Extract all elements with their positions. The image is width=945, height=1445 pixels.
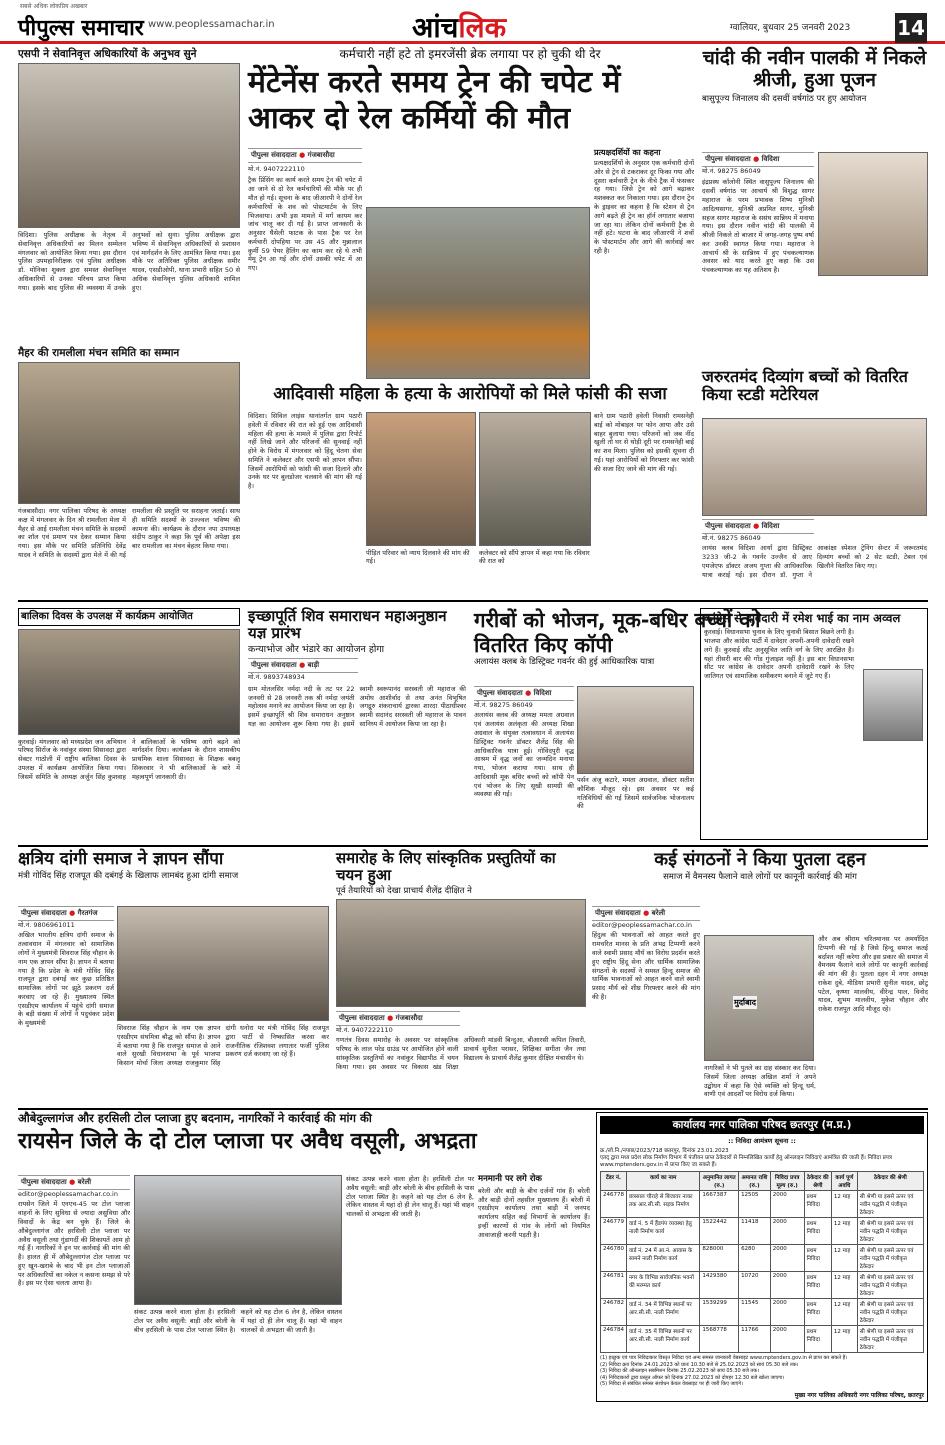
accident-photo xyxy=(366,207,590,379)
table-cell: 12 माह xyxy=(831,1218,857,1245)
article-body: विदिशा। पुलिस अधीक्षक के नेतृत्व में सेवानिवृत्त अधिकारियों का मिलन सम्मेलन मंगलवार को आयोजित किया गया। इस दौरान पुलिस उपमहानिरीक्षक एवं पुलिस अधीक्षक डॉ. मोनिका शुक्ला द्वारा समस्त सेवानिवृत्त अधिकारियों से उनका परिचय प्राप्त किया गया। इसके बाद पुलिस की व्यवस्था में उनके अनुभवों को सुना। पुलिस अधीक्षक द्वारा भविष्य में सेवानिवृत्त अधिकारियों से प्रशासन एवं मार्गदर्शन के लिए आमंत्रित किया गया। इस मौके पर अतिरिक्त पुलिस अधीक्षक समीर यादव, एसडीओपी, थाना प्रभारी सहित 50 से अधिक सेवानिवृत्त पुलिस अधिकारी शामिल हुए। xyxy=(18,231,240,292)
masthead xyxy=(0,0,945,44)
story-dangi-samaj xyxy=(18,850,328,881)
tender-table xyxy=(600,1171,924,1353)
table-cell: 246781 xyxy=(601,1272,627,1299)
table-cell: 2000 xyxy=(770,1191,804,1218)
subheading: प्रत्यक्षदर्शियों का कहना xyxy=(594,148,661,157)
sidebar-box xyxy=(478,1175,590,1397)
table-cell: 246780 xyxy=(601,1245,627,1272)
story-silver-palki xyxy=(702,48,927,104)
table-header: ठेकेदार की श्रेणी xyxy=(804,1172,831,1191)
table-cell: 1539299 xyxy=(700,1299,739,1326)
table-cell: प्रथम निविदा xyxy=(804,1191,831,1218)
story-toll-plaza xyxy=(18,1112,590,1155)
reporter-mobile: मो.नं. 98275 86049 xyxy=(702,167,761,175)
table-cell: 11545 xyxy=(739,1299,771,1326)
toll-plaza-photo xyxy=(134,1175,342,1305)
tender-signature: मुख्य नगर पालिका अधिकारी नगर पालिका परिषद, छतरपुर xyxy=(794,1391,924,1399)
deck: मंत्री गोविंद सिंह राजपूत की दबंगई के खिलाफ लामबंद हुआ दांगी समाज xyxy=(18,870,239,881)
headline: क्षत्रिय दांगी समाज ने ज्ञापन सौंपा xyxy=(18,849,224,869)
byline: पीपुल्स संवाददाता ● गैरतगंज xyxy=(18,906,114,921)
reporter-email: editor@peoplessamachar.co.in xyxy=(18,1190,118,1198)
divider xyxy=(18,845,928,847)
tender-subtitle: :: निविदा आमंत्रण सूचना :: xyxy=(728,1137,796,1145)
story-shiv-yagya xyxy=(248,608,466,805)
kicker: औबेदुल्लागंज और हरसिली टोल प्लाजा हुए बदनाम, नागरिकों ने कार्रवाई की मांग की xyxy=(18,1111,372,1125)
story-effigy xyxy=(592,850,928,882)
article-body: रायसेन जिले में एनएच-45 पर टोल प्लाजा वाहनों के लिए सुविधा से ज्यादा असुविधा और विवादों के केंद्र बन चुके हैं। जिले के औबेदुल्लागंज और हरसिली टोल प्लाजा पर अवैध वसूली तथा गुंडागर्दी की शिकायतें आम हो गई हैं। नागरिकों ने इन पर कार्रवाई की मांग की है। हालत ही में औबेदुल्लागंज टोल प्लाजा पर हुए खून-खराबे के बाद भी इन टोल प्लाजाओं पर अधिकारियों का नकेल न कसना समझ से परे है। इस पर ऐसा चलता आया है। xyxy=(18,1200,130,1288)
table-cell: 2000 xyxy=(770,1218,804,1245)
article-body: संकट उत्पन्न करने वाला होता है। हरसिली टोल पर अवैध वसूली: बाड़ी और बरेली के बीच हरसिली के पास टोल प्लाजा स्थित है। कहने को यह टोल 6 लेन है, लेकिन वास्तव में यहां दो ही लेन चालू हैं। यहां भी वाहन चालकों से अभद्रता की जाती है। xyxy=(134,1308,342,1334)
subheading: मनमानी पर लगे रोक xyxy=(478,1174,542,1184)
news-photo xyxy=(336,899,586,1007)
news-photo xyxy=(18,63,240,228)
table-cell: वार्ड नं. 34 में विभिन्न स्थानों पर आर.सी.सी. नाली निर्माण xyxy=(627,1299,700,1326)
table-cell: 12 माह xyxy=(831,1326,857,1353)
table-header: ठेकेदार की श्रेणी xyxy=(857,1172,923,1191)
table-cell: प्रथम निविदा xyxy=(804,1218,831,1245)
photo-caption: नागरिकों ने भी पुतले का दाह संस्कार कर दिया। जिसमें जिला अध्यक्ष अखिल शर्मा ने अपने उद्बोधन में कहा कि ऐसे व्यक्ति को हिन्दू धर्म, वाणी एवं आदर्शों पर विरोध दर्ज किया। xyxy=(704,1064,816,1099)
tender-note: (3) निविदा की ऑनलाइन सबमिशन दिनांक 25.02.2023 को सायं 05.30 बजे तक। xyxy=(600,1368,759,1375)
table-cell: 1568778 xyxy=(700,1326,739,1353)
tender-note: (1) इच्छुक एवं पात्र निविदाकार विस्तृत निविदा एवं अन्य समस्त जानकारी वेबसाइट www.mptenders.gov.in से प्राप्त कर सकते हैं। xyxy=(600,1355,848,1362)
table-cell: 246778 xyxy=(601,1191,627,1218)
article-body: पर्सन अंजु कटारे, ममता अग्रवाल, डॉक्टर सतीश कौशिक मौजूद रहे। इस अवसर पर कई गतिविधियों की गई जिसमें सार्वजनिक भोजनालय की xyxy=(577,776,694,811)
divider xyxy=(18,1108,928,1110)
table-cell: प्रथम निविदा xyxy=(804,1245,831,1272)
deck: पूर्व तैयारियों को देखा प्राचार्य शैलेंद्र दीक्षित ने xyxy=(336,885,472,896)
table-header: टेंडर नं. xyxy=(601,1172,627,1191)
byline-block xyxy=(336,1011,586,1078)
table-cell: 1429380 xyxy=(700,1272,739,1299)
table-header: निविदा प्रपत्र मूल्य (रु.) xyxy=(770,1172,804,1191)
article-body: ट्रैक प्रिंसिंग का कार्य करते समय ट्रेन की चपेट में आ जाने से दो रेल कर्मचारियों की मौके पर ही मौत हो गई। सूचना के बाद जीआरपी ने दोनों रेल कर्मचारियों के शव को पोस्टमार्टम के लिए भिजवाया। अभी इस मामले में मर्ग कायम कर जांच चालू कर दी गई है। प्राप्त जानकारी के अनुसार घैसेली फाटक के पास ट्रैक पर रेल कर्मचारी दोपहिया पर उस 45 और मुन्नालाल कुर्मी 59 पेयर हैलिंग का काम कर रहे थे तभी मेमू ट्रेन आ गई और दोनों उसकी चपेट में आ गए। xyxy=(248,176,362,273)
tender-note: (5) निविदा से संबंधित समस्त संशोधन केवल वेबसाइट पर ही जारी किए जाएंगे। xyxy=(600,1381,744,1388)
table-cell: 828000 xyxy=(700,1245,739,1272)
table-row xyxy=(601,1245,924,1272)
article-body: अखिल भारतीय क्षत्रिय दांगी समाज के तत्वावधान में मंगलवार को सामाजिक लोगों ने मुख्यमंत्री शिवराज सिंह चौहान के नाम एक ज्ञापन सौंपा है। ज्ञापन में बताया गया है कि प्रदेश के मंत्री गोविंद सिंह राजपूत द्वारा दबंगई कर कुछ प्रतिष्ठित सामाजिक लोगों पर झूठे प्रकरण दर्ज करवाए जा रहे हैं। मुख्यालय स्थित एसडीएम कार्यालय में पहुंचे दांगी समाज के बड़ी संख्या में लोगों ने पदुचंकर प्रदेश के मुख्यमंत्री xyxy=(18,931,114,1028)
byline: पीपुल्स संवाददाता ● विदिशा xyxy=(702,152,814,167)
article-body: और अब श्रीराम चरितमानस पर अमर्यादित टिप्पणी की गई है जिसे हिन्दू समाज कतई बर्दाश्त नहीं करेगा और इस प्रकार की समाज में वैमनस्य फैलाने वाले लोगों पर कानूनी कार्रवाई की मांग की है। पुतला दहन में नगर अध्यक्ष राकेश दुबे, मीडिया प्रभारी सुनील यादव, छोटू पटेल, कृष्णा मालवीय, वीरेन्द्र पाल, विनोद यादव, शुभम मालवीय, मुकेश चौहान और राकेश राजपूत आदि मौजूद रहे। xyxy=(818,935,928,1014)
byline-block xyxy=(702,152,814,368)
table-cell: सी श्रेणी या इससे ऊपर एवं नवीन पद्धति में पंजीकृत ठेकेदार xyxy=(857,1272,923,1299)
table-cell: 11766 xyxy=(739,1326,771,1353)
headline: चांदी की नवीन पालकी में निकले श्रीजी, हुआ पूजन xyxy=(702,47,927,91)
byline-block xyxy=(474,686,574,831)
issue-date: ग्वालियर, बुधवार 25 जनवरी 2023 xyxy=(730,23,851,33)
byline: पीपुल्स संवाददाता ● बाड़ी xyxy=(248,658,358,673)
table-cell: 2000 xyxy=(770,1299,804,1326)
table-cell: 12 माह xyxy=(831,1299,857,1326)
tender-note: (4) निविदाकारों द्वारा प्रस्तुत ऑफर को दिनांक 27.02.2023 को दोपहर 12.30 बजे खोला जाएगा। xyxy=(600,1374,785,1381)
table-cell: 12 माह xyxy=(831,1245,857,1272)
deck: अलायंस क्लब के डिस्ट्रिक्ट गवर्नर की हुई आधिकारिक यात्रा xyxy=(474,657,655,668)
table-row xyxy=(601,1272,924,1299)
tender-notes xyxy=(600,1355,924,1388)
table-cell: सी श्रेणी या इससे ऊपर एवं नवीन पद्धति में पंजीकृत ठेकेदार xyxy=(857,1299,923,1326)
headline: मैहर की रामलीला मंचन समिति का सम्मान xyxy=(18,347,180,359)
table-cell: 246784 xyxy=(601,1326,627,1353)
news-photo xyxy=(818,152,928,276)
table-cell: छत्रसाल चौराहे से बिजावर नाका तक आर.सी.सी. सड़क निर्माण xyxy=(627,1191,700,1218)
page-number: 14 xyxy=(895,13,927,43)
byline: पीपुल्स संवाददाता ● बरेली xyxy=(592,906,700,921)
article-body: लायंस क्लब विदिशा आर्या द्वारा डिस्ट्रिक्ट 3233 जी-2 के गवर्नर उज्जैन से आए एमजेएफ डॉक्टर अजय गुप्ता की आधिकारिक यात्रा कराई गई। इस दौरान डॉ. गुप्ता ने आकांक्षा स्पेशल ट्रेनिंग सेन्टर में जरूरतमंद दिव्यांग बच्चों को 2 सेट स्टडी, टेबल एवं खिलौने वितरित किए गए। xyxy=(702,544,927,579)
article-body: कुरवाई। मंगलवार को मध्यप्रदेश जन अभियान परिषद सिरोंज के नवांकुर संस्था सिसावदा द्वारा सेक्टर गाठोली में राष्ट्रीय बालिका दिवस के उपलक्ष में कार्यक्रम आयोजित किया गया। जिसमें समिति के अध्यक्ष अर्जुन सिंह कुशवाह ने बालिकाओं के भविष्य आगे बढ़ने को मार्गदर्शन दिया। कार्यक्रम के दौरान शासकीय प्राथमिक शाला सिसावदा के शिक्षक बबलू सिकरवार ने भी बालिकाओं के बारे में महत्वपूर्ण जानकारी दी। xyxy=(18,737,240,781)
table-cell: सी श्रेणी या इससे ऊपर एवं नवीन पद्धति में पंजीकृत ठेकेदार xyxy=(857,1218,923,1245)
table-cell: प्रथम निविदा xyxy=(804,1326,831,1353)
story-congress-claim xyxy=(700,608,928,840)
headline: आदिवासी महिला के हत्या के आरोपियों को मिले फांसी की सजा xyxy=(273,384,667,404)
divider xyxy=(18,600,928,602)
story-maihar-ramlila xyxy=(18,347,240,607)
headline: जरुरतमंद दिव्यांग बच्चों को वितरित किया स्टडी मटेरियल xyxy=(702,367,908,405)
article-body: विदिशा। सिविल लाइंस थानांतर्गत ग्राम पठारी हवेली में रविवार की रात को हुई एक आदिवासी महिला की हत्या के मामले में पुलिस द्वारा रिपोर्ट नहीं लिखे जाने और परिजनों की सुनवाई नहीं होने के विरोध में मंगलवार को हिंदू चेतना सेवा समिति ने कलेक्टर और एसपी को ज्ञापन सौंपा। जिसमें आरोपियों को फांसी की सजा दिलाने और उनके घर पर बुलडोजर चलवाने की मांग की गई है। xyxy=(248,412,362,491)
byline: पीपुल्स संवाददाता ● विदिशा xyxy=(474,686,574,701)
table-cell: वार्ड नं. 24 में आ.नं. आवास के सामने नाली निर्माण कार्य xyxy=(627,1245,700,1272)
byline-block xyxy=(18,1175,130,1405)
table-cell: 12 माह xyxy=(831,1191,857,1218)
table-cell: प्रथम निविदा xyxy=(804,1299,831,1326)
story-tribal-woman xyxy=(248,385,692,405)
byline: पीपुल्स संवाददाता ● गंजबासौदा xyxy=(336,1011,460,1026)
table-cell: सी श्रेणी या इससे ऊपर एवं नवीन पद्धति में पंजीकृत ठेकेदार xyxy=(857,1191,923,1218)
headline: कई संगठनों ने किया पुतला दहन xyxy=(654,849,866,870)
section-title: आंचलिक xyxy=(412,11,507,44)
table-header: अनुमानित लागत (रु.) xyxy=(700,1172,739,1191)
article-body: ग्राम मोतलसिर नर्मदा नदी के तट पर 22 जनवरी से 28 जनवरी तक श्री नर्मदा जयंती महोत्सव मनाने का आयोजन किया जा रहा है। इसमें इच्छापूर्ति श्री शिव समाराधन अनुष्ठान यज्ञ का आयोजन शुरू किया गया है। इसमें स्वामी स्वरूपानंद सरस्वती जी महाराज की अमोघ आशीर्वाद से तथा अनंत विभूषित जगद्गुरु शंकराचार्य द्वारका शारदा पीठाधीश्वर स्वामी सदानंद सरस्वती जी महाराज के पावन सानिध्य में आयोजन किया जा रहा है। xyxy=(248,684,466,728)
news-photo xyxy=(479,412,591,546)
table-cell: नगर के विभिन्न सार्वजनिक भवनों की मरम्मत कार्य xyxy=(627,1272,700,1299)
byline-block xyxy=(592,906,700,1059)
article-body: हिंदुत्व की भावनाओं को आहत करते हुए रामचरित मानस के प्रति अभद्र टिप्पणी करने वाले स्वामी प्रसाद मौर्य का विरोध प्रदर्शन करते हुए राष्ट्रीय हिंदू सेना और धार्मिक सामाजिक संगठनों के सदस्यों ने समस्त हिन्दू समाज की धार्मिक भावनाओं को आहत करने वाले स्वामी प्रसाद मौर्य को शीघ्र गिरफ्तार करने की मांग की है। xyxy=(592,931,700,1001)
reporter-mobile: मो.नं. 9407222110 xyxy=(336,1026,393,1034)
table-cell: सी श्रेणी या इससे ऊपर एवं नवीन पद्धति में पंजीकृत ठेकेदार xyxy=(857,1245,923,1272)
article-text: कलेक्टर को सौंपे ज्ञापन में कहा गया कि रविवार की रात को xyxy=(479,549,590,566)
table-cell: 11418 xyxy=(739,1218,771,1245)
table-header: अमानत राशि (रु.) xyxy=(739,1172,771,1191)
effigy-photo xyxy=(704,935,814,1061)
article-body: गंजबासौदा। नगर पालिका परिषद के अध्यक्ष कक्ष में मंगलवार के दिन श्री रामलीला मेला में मैहर से आई रामलीला मंचन समिति के सदस्यों का शॉल एवं प्रमाण पत्र देकर सम्मान किया गया। इस मौके पर समिति प्रतिनिधि देवेंद्र यादव ने समिति के सदस्यों द्वारा मेले में की गई रामलीला की प्रस्तुति पर सराहना जताई। साथ ही समिति सदस्यों के उज्ज्वल भविष्य की कामना की। कार्यक्रम के दौरान नपा उपाध्यक्ष संदीप ठाकुर ने कहा कि पूर्व की अपेक्षा इस बार रामलीला का मंचन बेहतर किया गया। xyxy=(18,507,240,559)
table-cell: 12 माह xyxy=(831,1272,857,1299)
table-cell: 6280 xyxy=(739,1245,771,1272)
headline: कांग्रेस से दावेदारी में रमेश भाई का नाम अव्वल xyxy=(704,611,901,625)
news-photo xyxy=(577,686,694,774)
tender-title: कार्यालय नगर पालिका परिषद छतरपुर (म.प्र.) xyxy=(600,1116,924,1134)
newspaper-logo: पीपुल्स समाचार xyxy=(18,16,144,41)
headline: गरीबों को भोजन, मूक-बधिर बच्चों को वितरित किए कॉपी xyxy=(474,608,761,657)
table-cell: 1667387 xyxy=(700,1191,739,1218)
byline-block xyxy=(248,148,362,336)
table-cell: सी श्रेणी या इससे ऊपर एवं नवीन पद्धति में पंजीकृत ठेकेदार xyxy=(857,1326,923,1353)
article-body: प्रत्यक्षदर्शियों के अनुसार एक कर्मचारी दोनों ओर से ट्रेन से टकराकर दूर फिका गया और दूसरा कर्मचारी ट्रेन के नीचे ट्रैक में फंसकर रह गया। जिसे ट्रेन को आगे बढ़ाकर मशक्कत कर निकाला गया। इस दौरान ट्रेन के ड्राइवर का कहना है कि स्टेशन से ट्रेन आगे बढ़ते ही ट्रेन का हॉर्न लगातार बजाया जा रहा था। लेकिन दोनों कर्मचारी ट्रैक से नहीं हटे। घटना के बाद जीआरपी ने शवों के पोस्टमार्टम और आगे की कार्रवाई कर रही है। xyxy=(594,159,694,255)
tender-note: (2) निविदा क्रय दिनांक 24.01.2023 को प्रातः 10.30 बजे से 25.02.2023 को सायं 05.30 बजे तक। xyxy=(600,1361,799,1368)
story-divyang xyxy=(702,368,927,405)
byline: पीपुल्स संवाददाता ● बरेली xyxy=(18,1175,130,1190)
table-header: कार्य पूर्ण अवधि xyxy=(831,1172,857,1191)
table-cell: 10720 xyxy=(739,1272,771,1299)
headline: बालिका दिवस के उपलक्ष में कार्यक्रम आयोजित xyxy=(18,608,240,626)
headline: इच्छापूर्ति शिव समाराधन महाअनुष्ठान यज्ञ प्रारंभ xyxy=(248,607,447,643)
news-photo xyxy=(18,629,240,735)
kicker: कर्मचारी नहीं हटे तो इमरजेंसी ब्रेक लगाया पर हो चुकी थी देर xyxy=(339,47,601,61)
headline: मेंटेनेंस करते समय ट्रेन की चपेट में आकर दो रेल कर्मियों की मौत xyxy=(248,64,621,137)
table-cell: 246779 xyxy=(601,1218,627,1245)
article-body: बाने ग्राम पठारी हवेली निवासी रामसनेही बाई को मोबाइल पर फोन आया और उसे बाहर बुलाया गया। परिजनों को जब नींद खुली तो घर से थोड़ी दूरी पर रामसनेही बाई का शव मिला। पुलिस को इसकी सूचना दी गई। यहां आरोपियों को गिरफ्तार कर फांसी की सजा दिए जाने की मांग की गई। xyxy=(594,412,694,473)
news-photo xyxy=(18,362,240,504)
deck: समाज में वैमनस्य फैलाने वाले लोगों पर कानूनी कार्रवाई की मांग xyxy=(663,871,857,882)
story-balika-divas xyxy=(18,608,240,850)
byline: पीपुल्स संवाददाता ● विदिशा xyxy=(702,519,814,534)
reporter-mobile: मो.नं. 98275 86049 xyxy=(474,701,533,709)
table-cell: 2000 xyxy=(770,1272,804,1299)
deck: कन्याभोज और भंडारे का आयोजन होगा xyxy=(248,643,385,655)
reporter-mobile: मो.नं. 9806961011 xyxy=(18,921,75,929)
portrait-photo xyxy=(863,669,923,741)
news-photo xyxy=(366,412,476,546)
reporter-mobile: मो.नं. 98275 86049 xyxy=(702,534,761,542)
headline: एसपी ने सेवानिवृत्त अधिकारियों के अनुभव सुने xyxy=(18,48,197,60)
headline: रायसेन जिले के दो टोल प्लाजा पर अवैध वसूली, अभद्रता xyxy=(18,1129,477,1155)
table-cell: 2000 xyxy=(770,1326,804,1353)
news-photo xyxy=(702,418,927,516)
article-body: गणतंत्र दिवस समारोह के अवसर पर सांस्कृतिक परिषद के लाल परेड ग्राउंड पर आयोजित होने वाली सांस्कृतिक प्रस्तुतियों का नवांकुर विद्यापीठ में चयन किया गया। इस अवसर पर विकास खंड शिक्षा अधिकारी मांडवी बिन्दुआ, बीआरसी कपिल तिवारी, प्राचार्य सुनीता परासर, शिक्षिका सगीता जैन तथा विद्यालय के प्राचार्य शैलेंद्र कुमार दीक्षित मंचासीन थे। xyxy=(336,1036,586,1071)
story-train-accident xyxy=(248,48,692,138)
story-sp-retired xyxy=(18,48,240,363)
photo-caption: पीड़ित परिवार को न्याय दिलवाने की मांग की गई। xyxy=(366,549,470,566)
table-row xyxy=(601,1299,924,1326)
tender-ref: क्र./लो.नि./नपाछ/2023/718 छतरपुर, दिनांक 23.01.2023 xyxy=(600,1148,729,1154)
table-row xyxy=(601,1326,924,1353)
article-body: इंद्रप्रस्थ कॉलोनी स्थित वासुपूज्य जिनालय की दसवीं वर्षगांठ पर आचार्य श्री विशुद्ध सागर महाराज के परम प्रभावक शिष्य मुनिश्री आदित्यसागर, मुनिश्री अप्रमित सागर, मुनिश्री सहज सागर महाराज के ससंघ सान्निध्य में मनाया गया। इस दौरान नवीन चांदी की पालकी में श्रीजी निकले तो बाजार में जगह-जगह पुष्प वर्षा कर उनकी स्वागत किया गया। महाराज ने आचार्य श्री के सान्निध्य में हुए पंचकल्याणक अवसर को याद करते हुए कहा कि उस पंचकल्याणक का यह अतिशय है। xyxy=(702,178,814,275)
story-cultural xyxy=(336,850,586,1007)
article-body: बरेली और बाड़ी के बीच दर्जनों गांव हैं। बरेली और बाड़ी दोनों तहसील मुख्यालय हैं। बरेली में एसडीएम कार्यालय तथा बाड़ी में जनपद कार्यालय सहित कई विभागों के कार्यालय हैं। इन्हीं कारणों से गांव के लोगों को नियमित आवाजाही करनी पड़ती है। xyxy=(478,1186,590,1239)
table-header: कार्य का नाम xyxy=(627,1172,700,1191)
table-cell: 246782 xyxy=(601,1299,627,1326)
article-body: संकट उत्पन्न करने वाला होता है। हरसिली टोल पर अवैध वसूली: बाड़ी और बरेली के बीच हरसिली के पास टोल प्लाजा स्थित है। कहने को यह टोल 6 लेन है, लेकिन वास्तव में यहां दो ही लेन चालू हैं। यहां भी वाहन चालकों से अभद्रता की जाती है। xyxy=(346,1175,474,1219)
tender-notice xyxy=(596,1112,928,1402)
table-cell: 2000 xyxy=(770,1245,804,1272)
masthead-tagline: सबसे अधिक लोकप्रिय अखबार xyxy=(20,3,88,10)
reporter-email: editor@peoplessamachar.co.in xyxy=(592,921,692,929)
table-cell: वार्ड नं. 35 में विभिन्न स्थानों पर आर.सी.सी. नाली निर्माण कार्य xyxy=(627,1326,700,1353)
eyewitness-box xyxy=(594,148,694,379)
article-body: कुरवाई। विधानसभा चुनाव के लिए चुनावी बिसात बिछने लगी है। भाजपा और कांग्रेस पार्टी में दावेदार अपनी-अपनी दावेदारी रखने लगे हैं। कुरवाई सीट अनुसूचित जाति वर्ग के लिए आरक्षित है। यहां तीसरी बार की गोंड गुंजाइश नहीं है। इस बार विधानसभा सीट पर कांग्रेस के दावेदार अपनी दावेदारी रखने के लिए जातिगत एवं सामाजिक समीकरण बनाने में जुटे गए हैं। xyxy=(704,628,854,681)
table-cell: 1522442 xyxy=(700,1218,739,1245)
article-body: अलायंस क्लब की अध्यक्ष ममता अग्रवाल एवं अलायंस अलंकृता की अध्यक्ष शिखा अग्रवाल के संयुक्त तत्वावधान में अलायंस डिस्ट्रिक्ट गवर्नर डॉक्टर शैलेंद्र सिंह की आधिकारिक यात्रा हुई। गोविंदपुरी वृद्ध आश्रम में वृद्ध जनों का जन्मदिन मनाया गया, भोजन कराया गया। साथ ही आदिवासी मूक बधिर बच्चों को कॉपी पेन एवं भोजन के लिए सूखी सामग्री की व्यवस्था की गई। xyxy=(474,711,574,799)
byline-block xyxy=(18,906,114,1061)
table-row xyxy=(601,1191,924,1218)
news-photo xyxy=(117,906,329,1021)
table-cell: प्रथम निविदा xyxy=(804,1272,831,1299)
headline: समारोह के लिए सांस्कृतिक प्रस्तुतियों का चयन हुआ xyxy=(336,849,556,885)
website-link[interactable]: www.peoplessamachar.in xyxy=(148,19,275,30)
tender-intro: एतद् द्वारा मध्य प्रदेश लोक निर्माण विभाग में पंजीयन प्राप्त ठेकेदारों से निम्नलिखित कार्यों हेतु ऑनलाइन निविदाएं आमंत्रित की जाती हैं। निविदा प्रपत्र www.mptenders.gov.in से प्राप्त किए जा सकते हैं। xyxy=(600,1155,892,1169)
reporter-mobile: मो.नं. 9407222110 xyxy=(248,165,305,173)
table-cell: वार्ड नं. 5 में हैंडपंप व्यवस्था हेतु नाली निर्माण कार्य xyxy=(627,1218,700,1245)
table-cell: 12505 xyxy=(739,1191,771,1218)
deck: बासुपूज्य जिनालय की दसवीं वर्षगांठ पर हुए आयोजन xyxy=(702,93,867,104)
table-row xyxy=(601,1218,924,1245)
article-body: शिवराज सिंह चौहान के नाम एक ज्ञापन एसडीएम संघमित्रा बौद्ध को सौंपा है। ज्ञापन में बताया गया है कि राजपूत समाज से आने वाले सुरखी विधानसभा के पूर्व भाजपा किसान मोर्चा जिला अध्यक्ष राजकुमार सिंह दांगी धनोरा पर मंत्री गोविंद सिंह राजपूत द्वारा पार्टी से निष्कासित करवा कर राजनीतिक रंजिशवश लगातार फर्जी पुलिस प्रकरण दर्ज करवाए जा रहे हैं। xyxy=(117,1024,329,1068)
reporter-mobile: मो.नं. 9893748934 xyxy=(248,673,305,682)
effigy-label: मुर्दाबाद xyxy=(734,998,756,1007)
byline: पीपुल्स संवाददाता ● गंजबासौदा xyxy=(248,148,362,163)
